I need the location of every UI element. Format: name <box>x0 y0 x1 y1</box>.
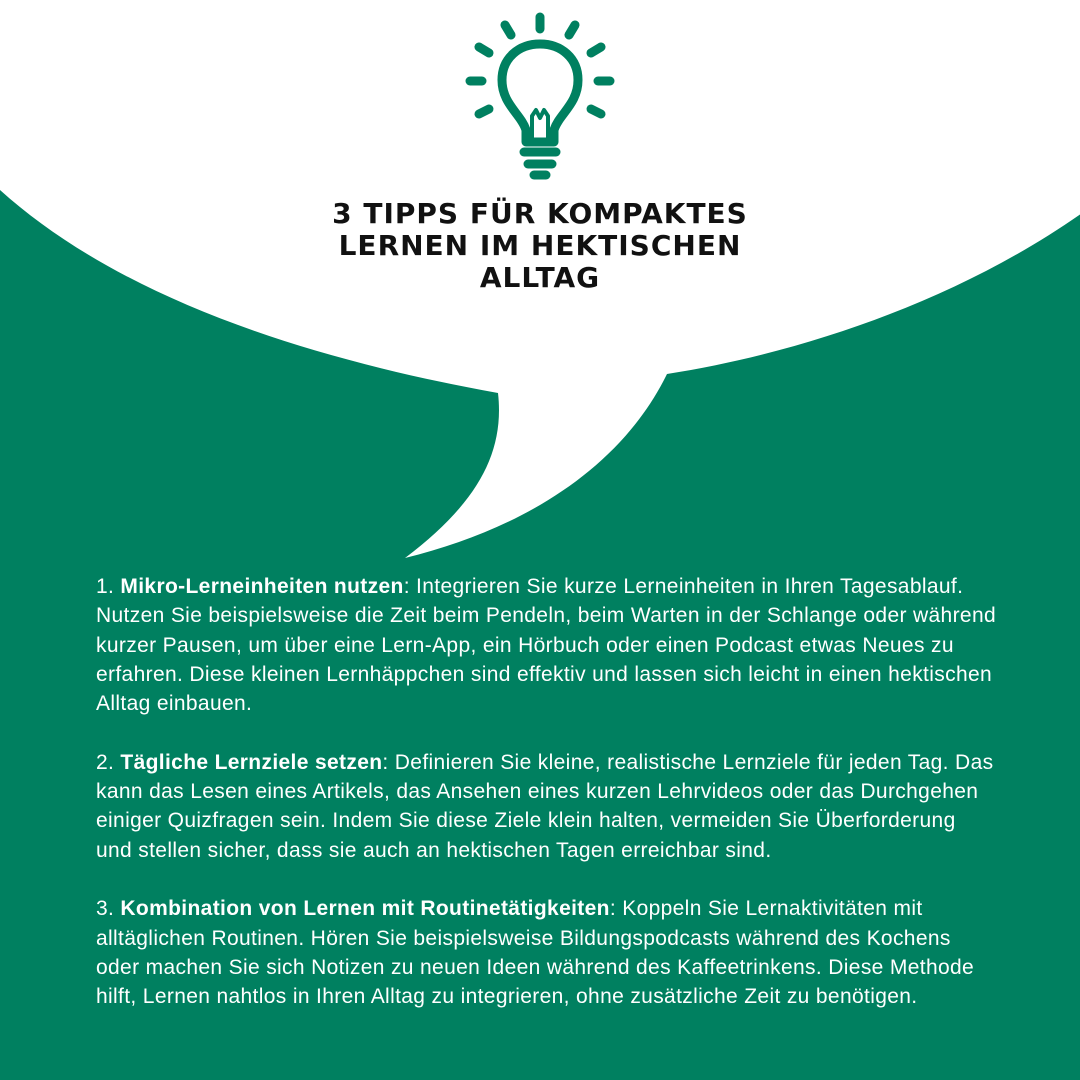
tip-heading: Kombination von Lernen mit Routinetätigkeiten <box>120 897 610 921</box>
tip-item-2 <box>96 748 996 865</box>
tip-text: : Definieren Sie kleine, realistische Lernziele für jeden Tag. Das kann das Lesen eines Artikels, das Ansehen eines kurzen Lehrvideos oder das Durchgehen einiger Quizfragen sein. Indem Sie diese Ziele klein halten, vermeiden Sie Überforderung und stellen sicher, dass sie auch an hektischen Tagen erreichbar sind. <box>96 750 994 862</box>
tip-number: 2. <box>96 750 115 774</box>
tip-text: : Integrieren Sie kurze Lerneinheiten in Ihren Tagesablauf. Nutzen Sie beispielsweise die Zeit beim Pendeln, beim Warten in der Schlange oder während kurzer Pausen, um über eine Lern-App, ein Hörbuch oder einen Podcast etwas Neues zu erfahren. Diese kleinen Lernhäppchen sind effektiv und lassen sich leicht in einen hektischen Alltag einbauen. <box>96 575 997 716</box>
lightbulb-icon <box>460 10 620 185</box>
tip-number: 1. <box>96 575 115 598</box>
page-title: 3 TIPPS FÜR KOMPAKTES LERNEN IM HEKTISCHEN ALLTAG <box>332 197 748 294</box>
tip-item-1 <box>96 572 996 718</box>
tip-item-3 <box>96 894 996 1011</box>
tip-number: 3. <box>96 897 115 921</box>
tip-heading: Mikro-Lerneinheiten nutzen <box>120 575 404 598</box>
tips-list <box>96 572 996 1041</box>
tip-heading: Tägliche Lernziele setzen <box>120 750 383 774</box>
tip-text: : Koppeln Sie Lernaktivitäten mit alltäglichen Routinen. Hören Sie beispielsweise Bildungspodcasts während des Kochens oder machen Sie sich Notizen zu neuen Ideen während des Kaffeetrinkens. Diese Methode hilft, Lernen nahtlos in Ihren Alltag zu integrieren, ohne zusätzliche Zeit zu benötigen. <box>96 897 975 1009</box>
